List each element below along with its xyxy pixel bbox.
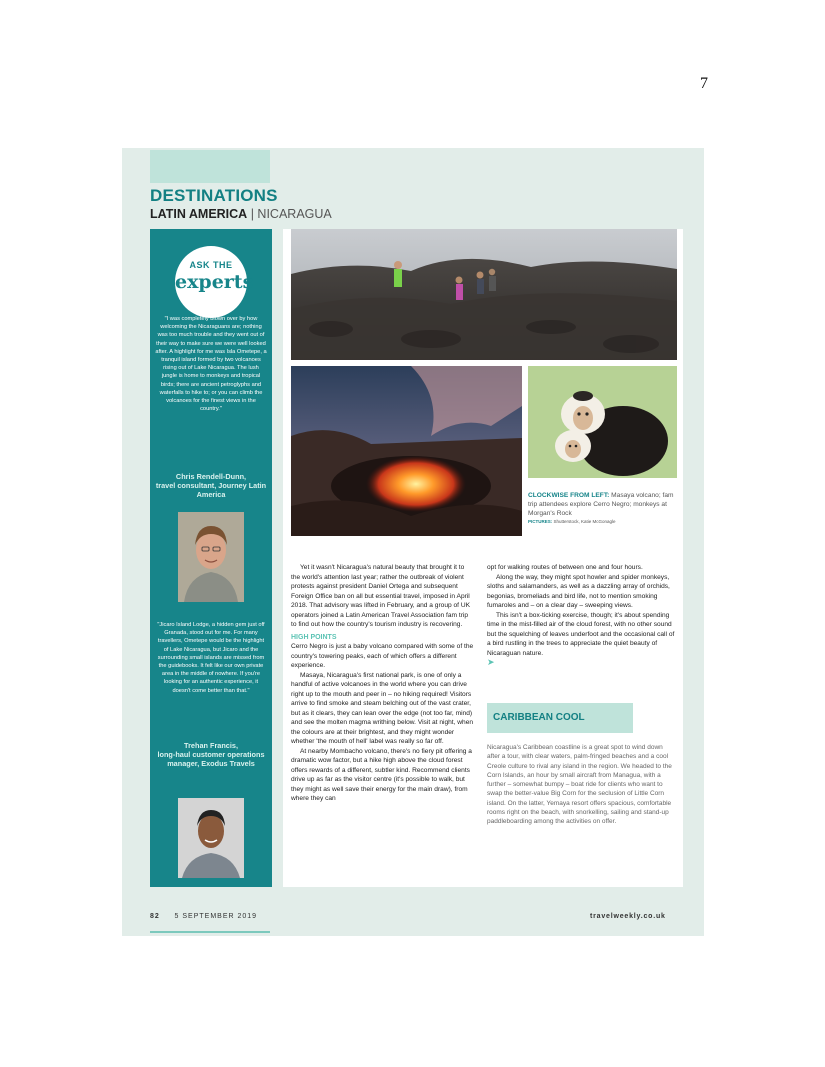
subheading-high-points: HIGH POINTS — [291, 633, 337, 641]
photo-caption — [528, 491, 678, 526]
magazine-page-number: 82 — [150, 913, 160, 920]
monkeys-image — [528, 366, 677, 478]
badge-main-text: experts — [175, 271, 254, 293]
footer-rule — [150, 931, 270, 933]
header-band — [150, 150, 270, 183]
caribbean-cool-title: CARIBBEAN COOL — [493, 712, 585, 723]
article-paragraph-3: Masaya, Nicaragua's first national park, is one of only a handful of active volcanoes in the world where you can drive right up to the mouth and peer in – no hiking required! Visitors arrive to find smoke and steam belching out of the vast crater, but as it clears, they can lean over the edge (not too far, mind) and see the molten magma writhing below. Visit at night, when the colours are at their brightest, and they might wonder whether 'the mouth of hell' label was really so far off. — [291, 671, 474, 745]
article-panel — [283, 229, 683, 887]
photo-credit — [528, 518, 678, 526]
end-arrow-icon: ➤ — [487, 657, 495, 667]
section-title: DESTINATIONS — [150, 186, 278, 205]
ask-the-experts-badge — [175, 246, 254, 318]
expert-name-2: Trehan Francis, — [184, 741, 238, 750]
article-paragraph-4: At nearby Mombacho volcano, there's no fiery pit offering a dramatic wow factor, but a hike high above the cloud forest offers rewards of a different, subtler kind. Recommend clients drive up as far as the visitor centre (it's possible to walk, but they might as well save their energy for the main draw), from where they can — [291, 747, 472, 802]
article-column-2 — [487, 563, 679, 669]
expert-quote-2: "Jicaro Island Lodge, a hidden gem just off Granada, stood out for me. For many travellers, Ometepe would be the highlight of Lake Nicaragua, but Jicaro and the surrounding small islands are missed from the guidebooks. It felt like our own private area in the middle of nowhere. If you're looking for an authentic experience, it doesn't come better than that." — [157, 622, 265, 694]
article-paragraph-1: Yet it wasn't Nicaragua's natural beauty that brought it to the world's attention last year; rather the outbreak of violent protests against president Daniel Ortega and subsequent Foreign Office ban on all but essential travel, imposed in April 2018. That advisory was lifted in February, and a group of UK operators joined a Latin American Travel Association fam trip to find out how the country's tourism industry is recovering. — [291, 564, 470, 628]
country-label: NICARAGUA — [257, 207, 332, 221]
badge-top-text: ASK THE — [189, 260, 233, 270]
credit-lead: PICTURES: — [528, 519, 553, 524]
region-label: LATIN AMERICA — [150, 207, 248, 221]
article-paragraph-2: Cerro Negro is just a baby volcano compared with some of the country's towering peaks, each of which offers a different experience. — [291, 643, 474, 669]
expert-portrait-1 — [178, 512, 244, 602]
footer-left — [150, 913, 257, 920]
photo-monkeys — [528, 366, 677, 478]
portrait-image-1 — [178, 512, 244, 602]
credit-text: Shutterstock, Katie McGonagle — [553, 519, 616, 524]
expert-role-1: travel consultant, Journey Latin America — [155, 481, 267, 499]
document-page-number: 7 — [700, 75, 708, 92]
ask-the-experts-sidebar — [150, 229, 272, 887]
expert-role-2: long-haul customer operations manager, Exodus Travels — [157, 750, 265, 768]
issue-date: 5 SEPTEMBER 2019 — [174, 913, 258, 920]
footer-site: travelweekly.co.uk — [590, 913, 666, 920]
article-paragraph-6: Along the way, they might spot howler and spider monkeys, sloths and salamanders, as well as a dazzling array of orchids, begonias, bromeliads and bird life, not to mention smoking fumaroles and – on a clear day – sweeping views. — [487, 573, 670, 609]
masaya-volcano-image — [291, 366, 522, 536]
article-column-1 — [291, 563, 474, 804]
caption-lead: CLOCKWISE FROM LEFT: — [528, 492, 610, 499]
section-subtitle — [150, 207, 332, 221]
photo-cerro-negro — [291, 229, 677, 360]
cerro-negro-image — [291, 229, 677, 360]
caribbean-cool-box-header — [487, 703, 633, 733]
separator: | — [247, 207, 258, 221]
portrait-image-2 — [178, 798, 244, 878]
caption-text: Masaya volcano; fam trip attendees explore Cerro Negro; monkeys at Morgan's Rock — [528, 492, 674, 517]
expert-name-1: Chris Rendell-Dunn, — [175, 472, 247, 481]
caribbean-cool-text: Nicaragua's Caribbean coastline is a great spot to wind down after a tour, with clear waters, palm-fringed beaches and a cool Creole culture to rival any island in the region. We headed to the Corn Islands, an hour by small aircraft from Managua, with a further – somewhat bumpy – boat ride for clients who want to swap the better-value Big Corn for the seclusion of Little Corn island. On the latter, Yemaya resort offers spacious, comfortable rooms right on the beach, with snorkelling, sailing and stand-up paddleboarding among the activities on offer. — [487, 744, 672, 826]
article-paragraph-5: opt for walking routes of between one and four hours. — [487, 564, 643, 571]
article-paragraph-7: This isn't a box-ticking exercise, though; it's about spending time in the mist-filled air of the cloud forest, with no other sound but the squelching of leaves underfoot and the occasional call of a bird rustling in the trees to appreciate the quiet beauty of Nicaraguan nature. — [487, 611, 675, 657]
photo-masaya-volcano — [291, 366, 522, 536]
expert-quote-1: "I was completely blown over by how welcoming the Nicaraguans are; nothing was too much trouble and they went out of their way to make sure we were well looked after. A highlight for me was Isla Ometepe, a tranquil island formed by two volcanoes rising out of Lake Nicaragua. The lush jungle is home to monkeys and tropical birds; there are ancient petroglyphs and waterfalls to hike to; or you can climb the volcanoes for the finest views in the country." — [155, 316, 267, 413]
expert-portrait-2 — [178, 798, 244, 878]
